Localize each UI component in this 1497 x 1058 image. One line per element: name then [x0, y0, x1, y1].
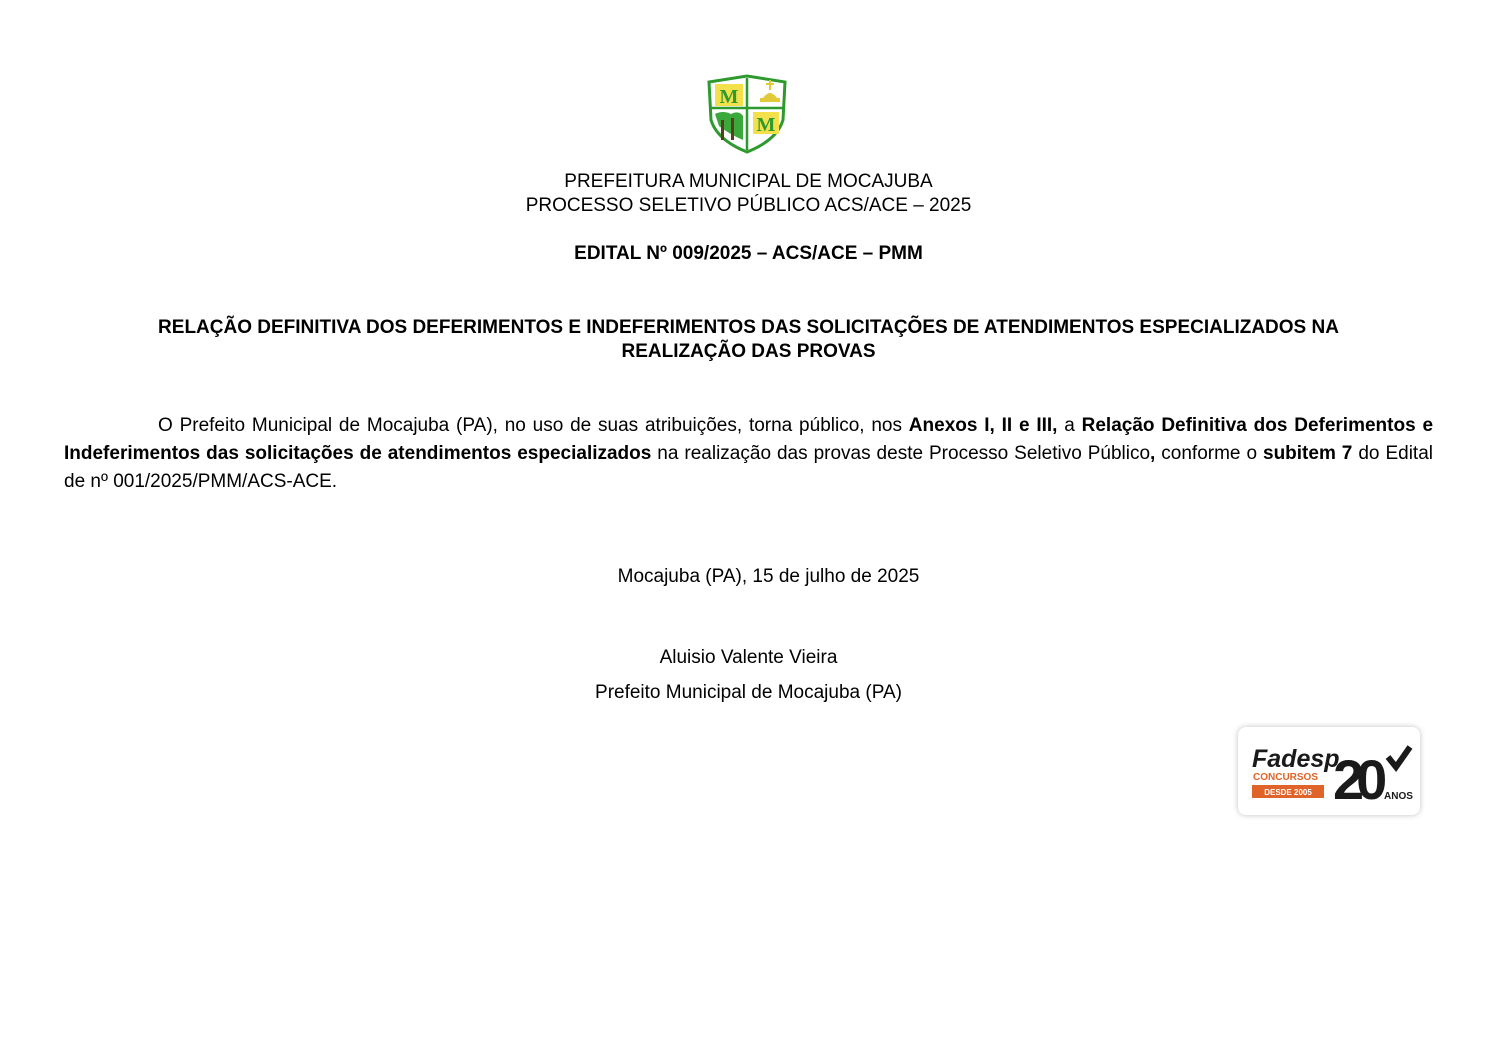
header-line-prefeitura: PREFEITURA MUNICIPAL DE MOCAJUBA	[564, 171, 933, 192]
svg-text:DESDE 2005: DESDE 2005	[1264, 788, 1312, 797]
fadesp-logo-graphic	[1238, 727, 1420, 815]
svg-text:Fadesp: Fadesp	[1252, 745, 1340, 773]
svg-text:M: M	[719, 86, 739, 108]
svg-text:20: 20	[1333, 748, 1380, 811]
body-text-5: do Edital de nº 001/2025/PMM/ACS-ACE.	[64, 443, 1433, 492]
header-block	[0, 170, 1497, 218]
document-date: Mocajuba (PA), 15 de julho de 2025	[617, 566, 920, 587]
body-bold-anexos: Anexos I, II e III,	[908, 415, 1058, 436]
relacao-title	[64, 316, 1433, 364]
body-text-1: O Prefeito Municipal de Mocajuba (PA), no uso de suas atribuições, torna público, nos	[158, 415, 909, 436]
municipal-coat-of-arms-icon	[705, 74, 789, 154]
body-bold-relacao: Relação Definitiva dos Deferimentos e Indeferimentos das solicitações de atendimentos especializados	[64, 415, 1434, 464]
body-text-3: na realização das provas deste Processo Seletivo Público	[651, 443, 1151, 464]
svg-text:CONCURSOS: CONCURSOS	[1253, 772, 1319, 783]
edital-title: EDITAL Nº 009/2025 – ACS/ACE – PMM	[574, 243, 923, 264]
relacao-title-line2: REALIZAÇÃO DAS PROVAS	[621, 341, 876, 362]
svg-text:M: M	[756, 114, 776, 136]
signatory-role: Prefeito Municipal de Mocajuba (PA)	[595, 682, 902, 703]
body-text-2: a	[1057, 415, 1082, 436]
relacao-title-line1: RELAÇÃO DEFINITIVA DOS DEFERIMENTOS E INDEFERIMENTOS DAS SOLICITAÇÕES DE ATENDIMENTOS ESPECIALIZADOS NA	[158, 317, 1339, 338]
fadesp-logo	[1238, 727, 1420, 815]
signatory-name: Aluisio Valente Vieira	[659, 647, 838, 668]
body-paragraph	[64, 412, 1433, 496]
header-line-processo: PROCESSO SELETIVO PÚBLICO ACS/ACE – 2025	[525, 195, 972, 216]
body-text-4: conforme o	[1155, 443, 1263, 464]
body-bold-comma: ,	[1150, 443, 1156, 464]
svg-text:ANOS: ANOS	[1384, 791, 1413, 802]
body-bold-subitem: subitem 7	[1263, 443, 1353, 464]
